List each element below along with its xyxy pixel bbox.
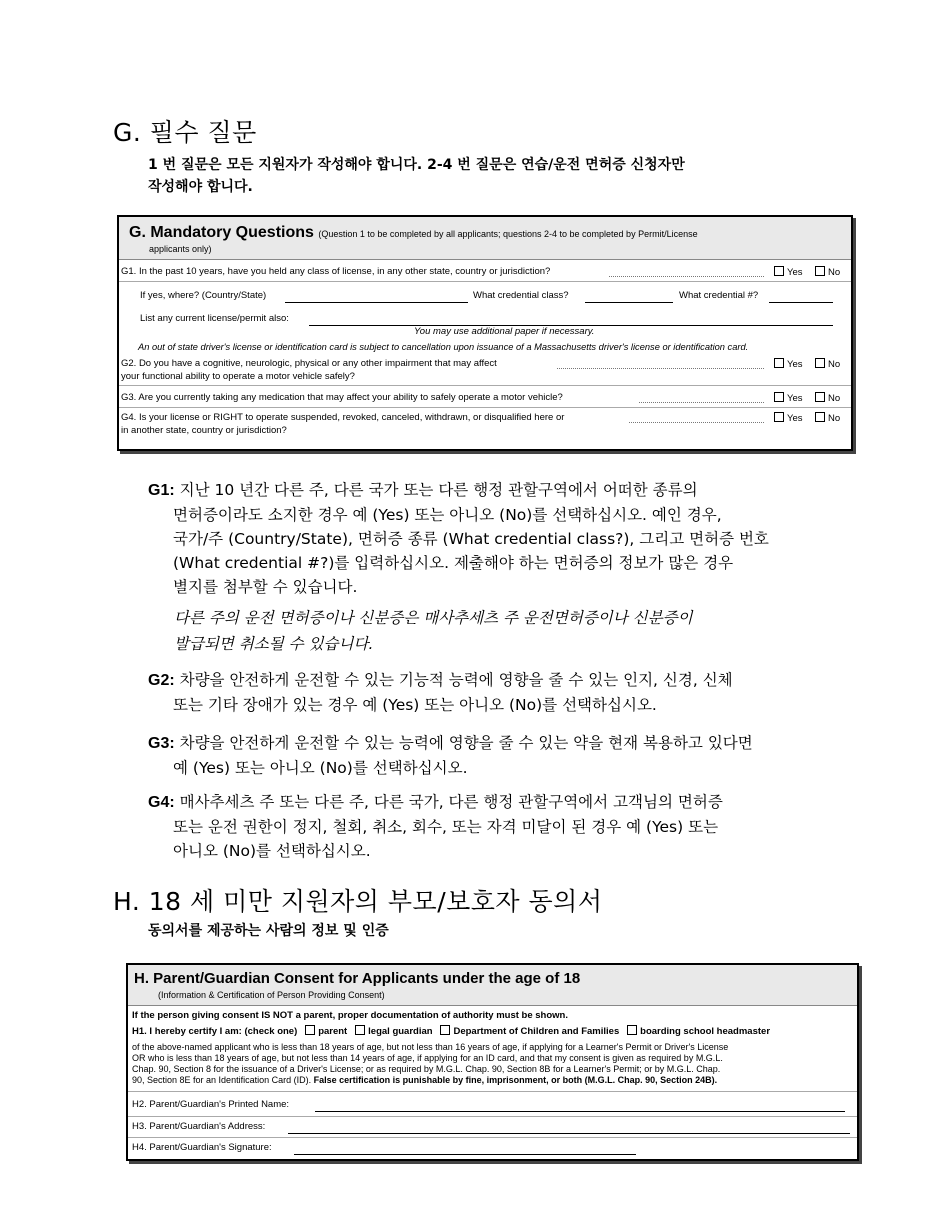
credential-class-field[interactable] — [585, 302, 673, 303]
form-g-note: (Question 1 to be completed by all applicants; questions 2-4 to be completed by Permit/License — [318, 229, 698, 239]
form-g-q2-line1: G2. Do you have a cognitive, neurologic, physical or any other impairment that may affect — [121, 358, 497, 369]
g1-note-line2: 발급되면 취소될 수 있습니다. — [174, 635, 374, 653]
q3-yes-checkbox[interactable] — [774, 392, 784, 402]
q3-yes-option[interactable] — [774, 392, 803, 404]
form-g-header — [119, 217, 851, 260]
no-label: No — [828, 359, 841, 370]
q4-no-checkbox[interactable] — [815, 412, 825, 422]
form-g-q1: G1. In the past 10 years, have you held any class of license, in any other state, country or jurisdiction? — [121, 266, 551, 277]
q4-yes-option[interactable] — [774, 412, 803, 424]
g4-line3: 아니오 (No)를 선택하십시오. — [173, 842, 371, 860]
divider — [119, 407, 851, 408]
h3-label: H3. Parent/Guardian's Address: — [132, 1121, 266, 1132]
section-h-subtitle: 동의서를 제공하는 사람의 정보 및 인증 — [148, 923, 389, 939]
g1-explanation — [148, 478, 848, 599]
g2-line2: 또는 기타 장애가 있는 경우 예 (Yes) 또는 아니오 (No)를 선택하십시오. — [173, 696, 657, 714]
if-yes-where-label: If yes, where? (Country/State) — [140, 290, 267, 301]
leader-dots — [639, 402, 764, 403]
cert-line4-plain: 90, Section 8E for an Identification Card (ID). — [132, 1075, 312, 1085]
cert-line4-bold: False certification is punishable by fine, imprisonment, or both (M.G.L. Chap. 90, Section 24B). — [313, 1075, 718, 1085]
yes-label: Yes — [787, 393, 803, 404]
form-h-title: H. Parent/Guardian Consent for Applicants under the age of 18 — [134, 970, 581, 987]
not-parent-notice: If the person giving consent IS NOT a parent, proper documentation of authority must be shown. — [132, 1010, 568, 1021]
divider — [119, 385, 851, 386]
section-g-subtitle — [148, 154, 685, 198]
g2-label: G2: — [148, 672, 175, 689]
dcf-checkbox[interactable] — [440, 1025, 450, 1035]
parent-label: parent — [318, 1026, 348, 1037]
leader-dots — [557, 368, 764, 369]
g2-explanation — [148, 668, 848, 717]
guardian-label: legal guardian — [368, 1026, 433, 1037]
form-g-note-line2: applicants only) — [149, 244, 212, 254]
additional-paper-note: You may use additional paper if necessary. — [414, 326, 595, 337]
divider — [119, 281, 851, 282]
guardian-option[interactable] — [355, 1026, 432, 1037]
address-field[interactable] — [288, 1133, 850, 1134]
no-label: No — [828, 267, 841, 278]
yes-label: Yes — [787, 413, 803, 424]
q4-no-option[interactable] — [815, 412, 840, 424]
printed-name-field[interactable] — [315, 1111, 845, 1112]
g1-line2: 면허증이라도 소지한 경우 예 (Yes) 또는 아니오 (No)를 선택하십시오. 예인 경우, — [173, 506, 722, 524]
section-h-title: H. 18 세 미만 지원자의 부모/보호자 동의서 — [113, 887, 603, 916]
cert-line2: OR who is less than 18 years of age, but not less than 14 years of age, if applying for an ID card, and that my consent is given as required by M.G.L. — [132, 1053, 723, 1063]
what-number-label: What credential #? — [679, 290, 759, 301]
g3-line2: 예 (Yes) 또는 아니오 (No)를 선택하십시오. — [173, 759, 468, 777]
g2-line1: 차량을 안전하게 운전할 수 있는 기능적 능력에 영향을 줄 수 있는 인지, 신경, 신체 — [179, 671, 733, 689]
form-g-title: G. Mandatory Questions — [129, 224, 314, 241]
form-h-subtitle: (Information & Certification of Person Providing Consent) — [158, 990, 385, 1000]
dcf-label: Department of Children and Families — [453, 1026, 620, 1037]
g4-line1: 매사추세츠 주 또는 다른 주, 다른 국가, 다른 행정 관할구역에서 고객님의 면허증 — [179, 793, 723, 811]
credential-number-field[interactable] — [769, 302, 833, 303]
boarding-label: boarding school headmaster — [640, 1026, 771, 1037]
parent-option[interactable] — [305, 1026, 347, 1037]
g3-explanation — [148, 731, 848, 780]
divider — [128, 1116, 857, 1117]
g1-line1: 지난 10 년간 다른 주, 다른 국가 또는 다른 행정 관할구역에서 어떠한 종류의 — [179, 481, 698, 499]
boarding-option[interactable] — [627, 1026, 770, 1037]
g1-line4: (What credential #?)를 입력하십시오. 제출해야 하는 면허증의 정보가 많은 경우 — [173, 554, 734, 572]
q2-yes-checkbox[interactable] — [774, 358, 784, 368]
no-label: No — [828, 413, 841, 424]
q4-yes-checkbox[interactable] — [774, 412, 784, 422]
g1-note — [174, 605, 834, 657]
g1-line5: 별지를 첨부할 수 있습니다. — [173, 578, 358, 596]
signature-field[interactable] — [294, 1154, 636, 1155]
form-g-q2-line2: your functional ability to operate a motor vehicle safely? — [121, 371, 355, 382]
g3-line1: 차량을 안전하게 운전할 수 있는 능력에 영향을 줄 수 있는 약을 현재 복용하고 있다면 — [179, 734, 753, 752]
g4-line2: 또는 운전 권한이 정지, 철회, 취소, 회수, 또는 자격 미달이 된 경우 예 (Yes) 또는 — [173, 818, 719, 836]
g4-explanation — [148, 790, 848, 863]
section-g-title: G. 필수 질문 — [113, 118, 257, 147]
g1-label: G1: — [148, 482, 175, 499]
q1-no-checkbox[interactable] — [815, 266, 825, 276]
form-g-q4-line2: in another state, country or jurisdiction? — [121, 425, 287, 436]
q1-yes-checkbox[interactable] — [774, 266, 784, 276]
h1-label: H1. I hereby certify I am: (check one) — [132, 1026, 298, 1037]
cert-line1: of the above-named applicant who is less than 18 years of age, but not less than 16 years of age, if applying for a Learner's Permit or Driver's License — [132, 1042, 729, 1052]
g4-label: G4: — [148, 794, 175, 811]
q1-no-option[interactable] — [815, 266, 840, 278]
cert-line4 — [132, 1075, 717, 1085]
section-g-subtitle-line1: 1 번 질문은 모든 지원자가 작성해야 합니다. 2-4 번 질문은 연습/운전 면허증 신청자만 — [148, 157, 685, 173]
q2-yes-option[interactable] — [774, 358, 803, 370]
g1-note-line1: 다른 주의 운전 면허증이나 신분증은 매사추세츠 주 운전면허증이나 신분증이 — [174, 609, 693, 627]
yes-label: Yes — [787, 359, 803, 370]
dcf-option[interactable] — [440, 1026, 619, 1037]
boarding-checkbox[interactable] — [627, 1025, 637, 1035]
list-current-label: List any current license/permit also: — [140, 313, 289, 324]
h4-label: H4. Parent/Guardian's Signature: — [132, 1142, 272, 1153]
form-g-q3: G3. Are you currently taking any medication that may affect your ability to safely operate a motor vehicle? — [121, 392, 563, 403]
h1-row — [132, 1025, 770, 1037]
g3-label: G3: — [148, 735, 175, 752]
no-label: No — [828, 393, 841, 404]
q2-no-checkbox[interactable] — [815, 358, 825, 368]
yes-label: Yes — [787, 267, 803, 278]
h2-label: H2. Parent/Guardian's Printed Name: — [132, 1099, 290, 1110]
q2-no-option[interactable] — [815, 358, 840, 370]
out-of-state-note: An out of state driver's license or identification card is subject to cancellation upon issuance of a Massachusetts driver's license or identification card. — [138, 342, 749, 352]
leader-dots — [609, 276, 764, 277]
divider — [128, 1091, 857, 1092]
leader-dots — [629, 422, 764, 423]
parent-checkbox[interactable] — [305, 1025, 315, 1035]
q3-no-option[interactable] — [815, 392, 840, 404]
section-g-subtitle-line2: 작성해야 합니다. — [148, 179, 253, 195]
cert-line3: Chap. 90, Section 8 for the issuance of a Driver's License; or as required by M.G.L. Chap. 90, Section 8B for a Learner's Permit; or by M.G.L. Chap. — [132, 1064, 721, 1074]
q1-yes-option[interactable] — [774, 266, 803, 278]
divider — [128, 1137, 857, 1138]
what-class-label: What credential class? — [473, 290, 569, 301]
country-state-field[interactable] — [285, 302, 468, 303]
guardian-checkbox[interactable] — [355, 1025, 365, 1035]
form-h-parent-consent — [126, 963, 859, 1161]
form-g-mandatory-questions — [117, 215, 853, 451]
g1-line3: 국가/주 (Country/State), 면허증 종류 (What credential class?), 그리고 면허증 번호 — [173, 530, 769, 548]
form-g-q4-line1: G4. Is your license or RIGHT to operate suspended, revoked, canceled, withdrawn, or disqualified here or — [121, 412, 565, 423]
q3-no-checkbox[interactable] — [815, 392, 825, 402]
form-h-header — [128, 965, 857, 1006]
